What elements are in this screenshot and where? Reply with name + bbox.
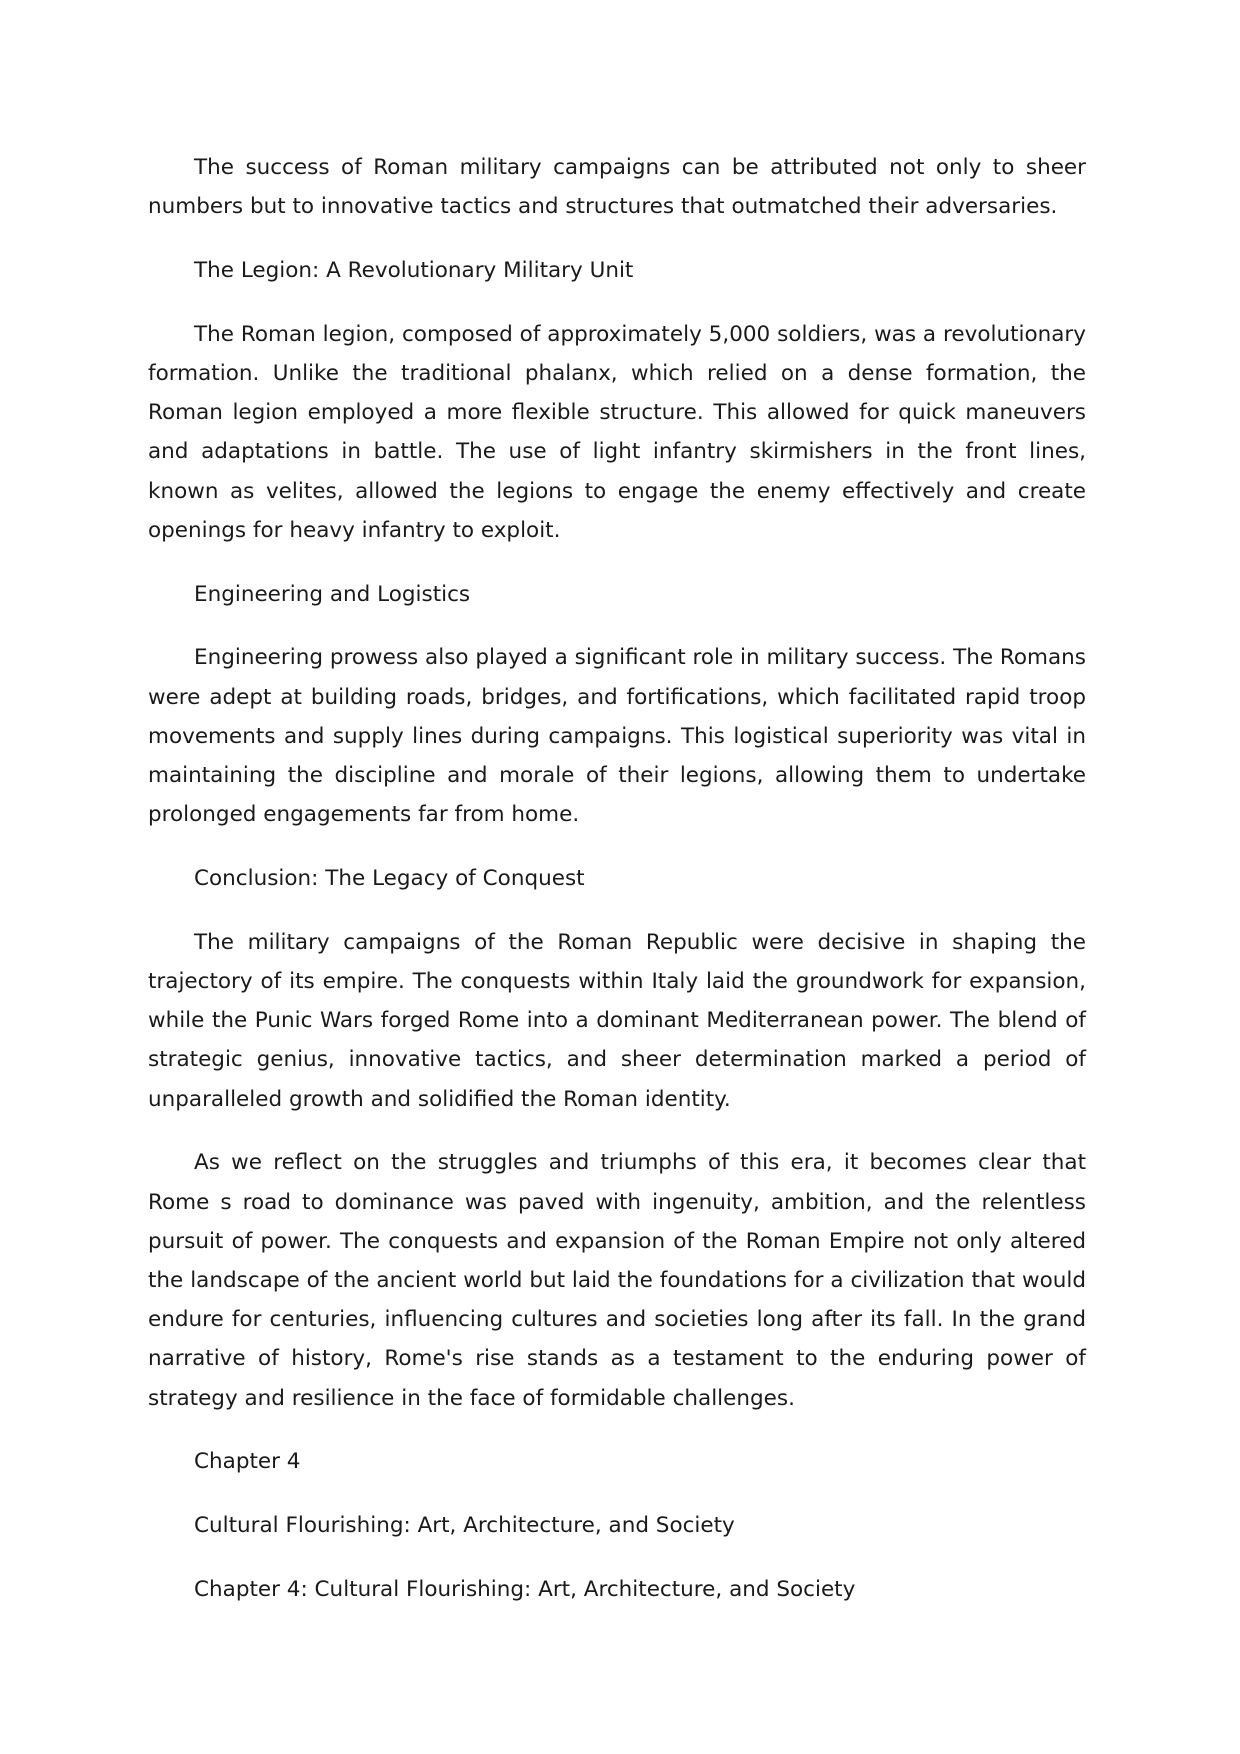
paragraph-engineering: Engineering prowess also played a significant role in military success. The Romans were adept at building roads, bridges, and fortifications, which facilitated rapid troop movements and supply lines during campaigns. This logistical superiority was vital in maintaining the discipline and morale of their legions, allowing them to undertake prolonged engagements far from home. [148,645,1086,828]
paragraph-conclusion: The military campaigns of the Roman Republic were decisive in shaping the trajectory of its empire. The conquests within Italy laid the groundwork for expansion, while the Punic Wars forged Rome into a dominant Mediterranean power. The blend of strategic genius, innovative tactics, and sheer determination marked a period of unparalleled growth and solidified the Roman identity. [148,929,1086,1112]
section-heading-legion: The Legion: A Revolutionary Military Unit [194,258,634,283]
page-body [148,148,1086,1634]
section-heading-conclusion: Conclusion: The Legacy of Conquest [194,866,585,892]
chapter-number: Chapter 4 [194,1449,301,1475]
paragraph-reflection: As we reflect on the struggles and triumphs of this era, it becomes clear that Rome s road to dominance was paved with ingenuity, ambition, and the relentless pursuit of power. The conquests and expansion of the Roman Empire not only altered the landscape of the ancient world but laid the foundations for a civilization that would endure for centuries, influencing cultures and societies long after its fall. In the grand narrative of history, Rome's rise stands as a testament to the enduring power of strategy and resilience in the face of formidable challenges. [148,1150,1086,1411]
section-heading-engineering: Engineering and Logistics [194,581,471,607]
chapter-full-title: Chapter 4: Cultural Flourishing: Art, Architecture, and Society [194,1577,856,1603]
paragraph-roman-success: The success of Roman military campaigns can be attributed not only to sheer numbers but to innovative tactics and structures that outmatched their adversaries. [148,155,1086,220]
chapter-title: Cultural Flourishing: Art, Architecture, and Society [194,1513,735,1539]
paragraph-roman-legion: The Roman legion, composed of approximately 5,000 soldiers, was a revolutionary formation. Unlike the traditional phalanx, which relied on a dense formation, the Roman legion employed a more flexible structure. This allowed for quick maneuvers and adaptations in battle. The use of light infantry skirmishers in the front lines, known as velites, allowed the legions to engage the enemy effectively and create openings for heavy infantry to exploit. [148,321,1086,543]
